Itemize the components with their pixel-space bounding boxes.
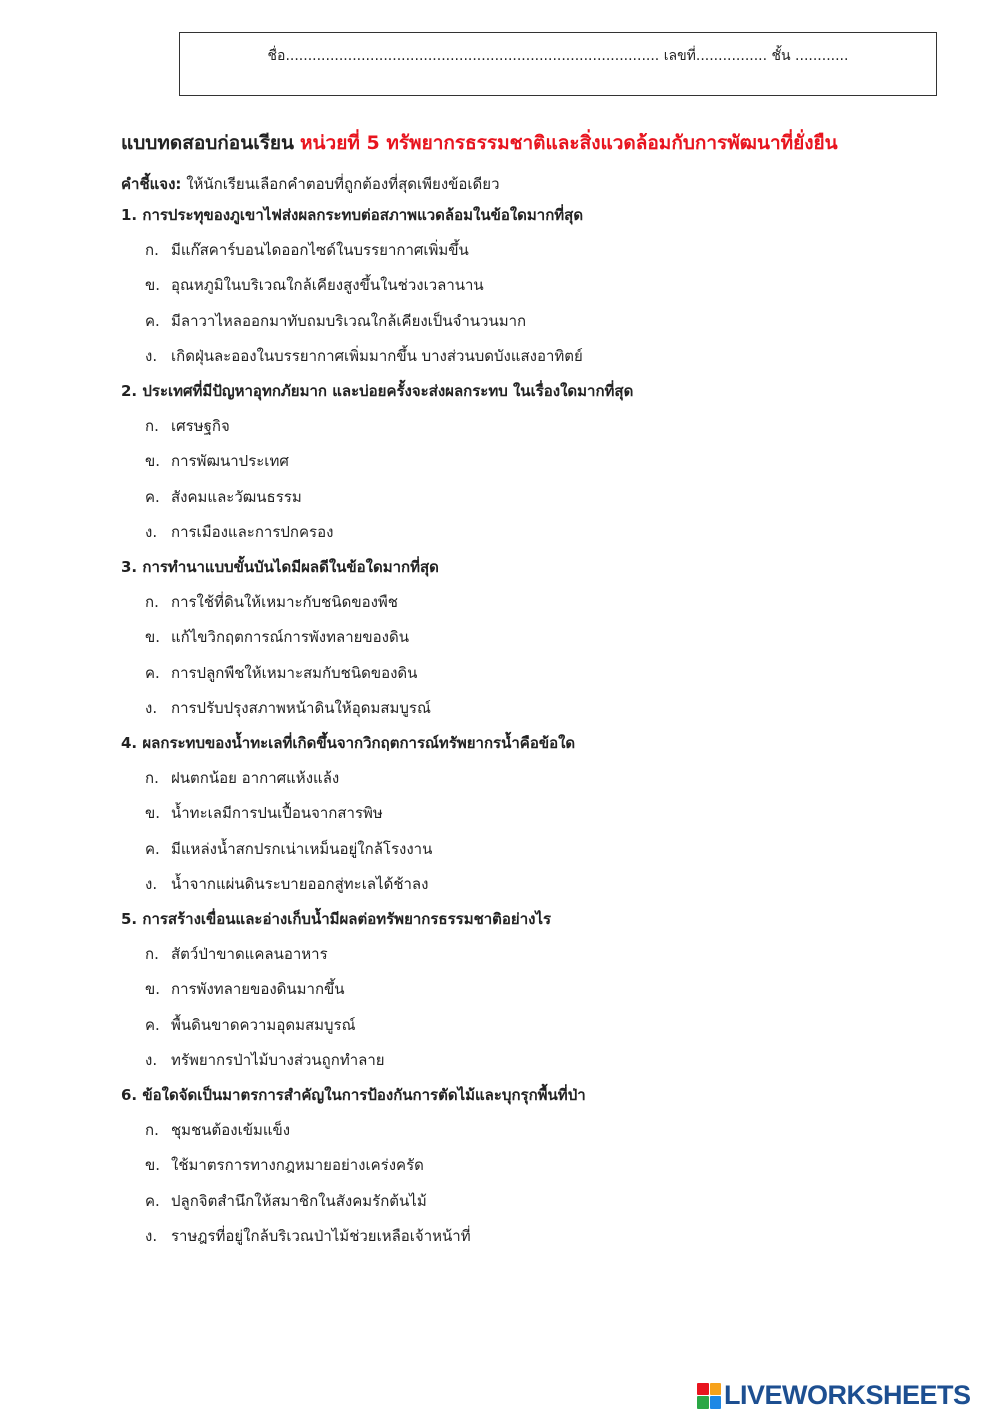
option-letter: ง. <box>145 1050 158 1069</box>
instruction <box>121 172 500 196</box>
title-unit: หน่วยที่ 5 ทรัพยากรธรรมชาติและสิ่งแวดล้อมกับการพัฒนาที่ยั่งยืน <box>300 132 838 154</box>
question-prompt: ข้อใดจัดเป็นมาตรการสำคัญในการป้องกันการตัดไม้และบุกรุกพื้นที่ป่า <box>142 1086 586 1104</box>
option-letter: ง. <box>145 698 158 717</box>
option-kho[interactable] <box>121 796 575 831</box>
option-letter: ก. <box>145 417 159 435</box>
brand-name: LIVEWORKSHEETS <box>724 1380 971 1410</box>
student-info-box <box>179 32 937 96</box>
option-text: น้ำจากแผ่นดินระบายออกสู่ทะเลได้ช้าลง <box>171 874 429 893</box>
question-5 <box>121 902 551 1078</box>
question-number: 2. <box>121 382 138 400</box>
option-ngo[interactable] <box>121 339 583 374</box>
option-text: การพัฒนาประเทศ <box>171 452 289 471</box>
logo-square-red <box>697 1383 709 1396</box>
option-ngo[interactable] <box>121 515 633 550</box>
option-letter: ค. <box>145 1191 160 1210</box>
question-text <box>121 726 575 761</box>
option-kho[interactable] <box>121 972 551 1007</box>
option-letter: ก. <box>145 593 159 611</box>
question-6 <box>121 1078 586 1254</box>
option-ko[interactable] <box>121 585 439 620</box>
question-4 <box>121 726 575 902</box>
logo-square-blue <box>710 1396 722 1409</box>
option-letter: ข. <box>145 1156 161 1175</box>
title-main: แบบทดสอบก่อนเรียน <box>121 132 295 154</box>
question-1 <box>121 198 583 374</box>
option-kho-khwai[interactable] <box>121 1008 551 1043</box>
option-text: ทรัพยากรป่าไม้บางส่วนถูกทำลาย <box>171 1050 385 1069</box>
option-text: อุณหภูมิในบริเวณใกล้เคียงสูงขึ้นในช่วงเวลานาน <box>171 276 484 295</box>
option-text: ชุมชนต้องเข้มแข็ง <box>171 1121 291 1139</box>
option-ko[interactable] <box>121 937 551 972</box>
logo-square-orange <box>710 1383 722 1396</box>
option-text: มีแก๊สคาร์บอนไดออกไซด์ในบรรยากาศเพิ่มขึ้น <box>171 241 469 259</box>
option-kho[interactable] <box>121 444 633 479</box>
option-text: การพังทลายของดินมากขึ้น <box>171 980 345 999</box>
option-letter: ข. <box>145 628 161 647</box>
option-ngo[interactable] <box>121 867 575 902</box>
question-prompt: ผลกระทบของน้ำทะเลที่เกิดขึ้นจากวิกฤตการณ์ทรัพยากรน้ำคือข้อใด <box>142 734 576 752</box>
question-number: 5. <box>121 910 138 928</box>
option-letter: ก. <box>145 241 159 259</box>
option-text: การปรับปรุงสภาพหน้าดินให้อุดมสมบูรณ์ <box>171 698 431 717</box>
question-3 <box>121 550 439 726</box>
option-kho-khwai[interactable] <box>121 832 575 867</box>
option-ko[interactable] <box>121 1113 586 1148</box>
option-kho-khwai[interactable] <box>121 656 439 691</box>
question-text <box>121 550 439 585</box>
option-text: การเมืองและการปกครอง <box>171 522 334 541</box>
question-text <box>121 198 583 233</box>
instruction-label: คำชี้แจง: <box>121 175 182 193</box>
question-text <box>121 374 633 409</box>
option-kho[interactable] <box>121 1148 586 1183</box>
option-kho-khwai[interactable] <box>121 304 583 339</box>
option-ngo[interactable] <box>121 691 439 726</box>
question-prompt: การทำนาแบบขั้นบันไดมีผลดีในข้อใดมากที่สุด <box>142 558 439 576</box>
option-letter: ง. <box>145 874 158 893</box>
option-text: แก้ไขวิกฤตการณ์การพังทลายของดิน <box>171 628 410 647</box>
option-letter: ข. <box>145 452 161 471</box>
option-ko[interactable] <box>121 409 633 444</box>
page-title <box>121 128 838 158</box>
option-letter: ง. <box>145 346 158 365</box>
option-kho-khwai[interactable] <box>121 1184 586 1219</box>
liveworksheets-logo <box>697 1380 971 1411</box>
option-kho[interactable] <box>121 268 583 303</box>
option-text: น้ำทะเลมีการปนเปื้อนจากสารพิษ <box>171 804 383 823</box>
option-letter: ค. <box>145 311 160 330</box>
option-text: การใช้ที่ดินให้เหมาะกับชนิดของพืช <box>171 593 398 611</box>
option-kho[interactable] <box>121 620 439 655</box>
option-ngo[interactable] <box>121 1043 551 1078</box>
liveworksheets-icon <box>697 1383 721 1409</box>
option-letter: ข. <box>145 980 161 999</box>
option-letter: ข. <box>145 804 161 823</box>
option-ko[interactable] <box>121 761 575 796</box>
question-2 <box>121 374 633 550</box>
option-text: เศรษฐกิจ <box>171 417 230 435</box>
question-prompt: ประเทศที่มีปัญหาอุทกภัยมาก และบ่อยครั้งจะส่งผลกระทบ ในเรื่องใดมากที่สุด <box>142 382 634 400</box>
option-letter: ค. <box>145 839 160 858</box>
option-letter: ค. <box>145 663 160 682</box>
option-text: ฝนตกน้อย อากาศแห้งแล้ง <box>171 769 340 787</box>
option-text: ปลูกจิตสำนึกให้สมาชิกในสังคมรักต้นไม้ <box>171 1191 427 1210</box>
option-ko[interactable] <box>121 233 583 268</box>
option-text: เกิดฝุ่นละอองในบรรยากาศเพิ่มมากขึ้น บางส่วนบดบังแสงอาทิตย์ <box>171 346 583 365</box>
option-text: การปลูกพืชให้เหมาะสมกับชนิดของดิน <box>171 663 418 682</box>
question-number: 1. <box>121 206 138 224</box>
option-text: ราษฎรที่อยู่ใกล้บริเวณป่าไม้ช่วยเหลือเจ้าหน้าที่ <box>171 1226 471 1245</box>
instruction-text: ให้นักเรียนเลือกคำตอบที่ถูกต้องที่สุดเพียงข้อเดียว <box>186 175 500 193</box>
question-prompt: การประทุของภูเขาไฟส่งผลกระทบต่อสภาพแวดล้อมในข้อใดมากที่สุด <box>142 206 584 224</box>
option-letter: ข. <box>145 276 161 295</box>
option-text: สัตว์ป่าขาดแคลนอาหาร <box>171 945 328 963</box>
option-text: มีแหล่งน้ำสกปรกเน่าเหม็นอยู่ใกล้โรงงาน <box>171 839 433 858</box>
option-letter: ค. <box>145 487 160 506</box>
option-text: ใช้มาตรการทางกฎหมายอย่างเคร่งครัด <box>171 1156 424 1175</box>
option-kho-khwai[interactable] <box>121 480 633 515</box>
logo-square-green <box>697 1396 709 1409</box>
option-ngo[interactable] <box>121 1219 586 1254</box>
option-letter: ค. <box>145 1015 160 1034</box>
option-text: พื้นดินขาดความอุดมสมบูรณ์ <box>171 1015 356 1034</box>
question-number: 4. <box>121 734 138 752</box>
option-letter: ก. <box>145 945 159 963</box>
student-info-line: ชื่อ.................................................................................... เลขที่................ ชั้น ............ <box>267 48 849 64</box>
option-letter: ง. <box>145 522 158 541</box>
question-text <box>121 1078 586 1113</box>
question-text <box>121 902 551 937</box>
question-number: 6. <box>121 1086 138 1104</box>
option-text: สังคมและวัฒนธรรม <box>171 487 302 506</box>
option-text: มีลาวาไหลออกมาทับถมบริเวณใกล้เคียงเป็นจำนวนมาก <box>171 311 527 330</box>
option-letter: ก. <box>145 769 159 787</box>
question-number: 3. <box>121 558 138 576</box>
option-letter: ก. <box>145 1121 159 1139</box>
question-prompt: การสร้างเขื่อนและอ่างเก็บน้ำมีผลต่อทรัพยากรธรรมชาติอย่างไร <box>142 910 552 928</box>
option-letter: ง. <box>145 1226 158 1245</box>
